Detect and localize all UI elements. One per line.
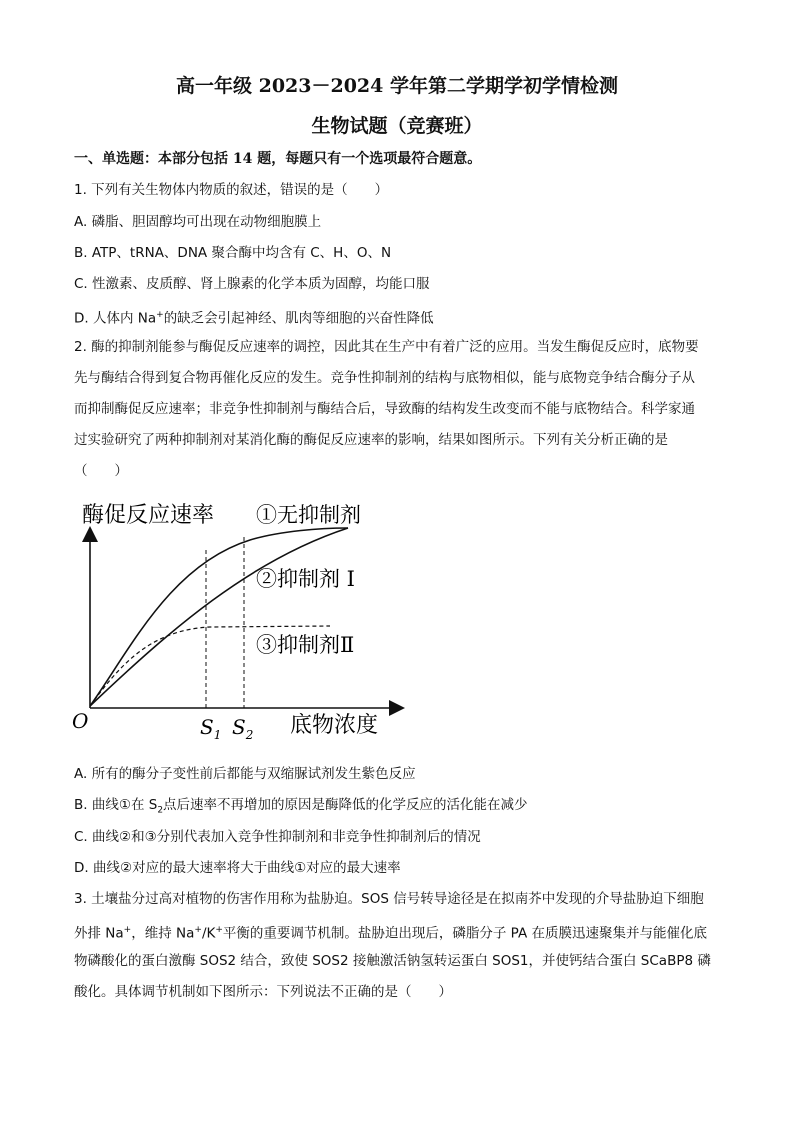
q2-stem-line2: 先与酶结合得到复合物再催化反应的发生。竞争性抑制剂的结构与底物相似，能与底物竞争结合酶分子从 — [74, 370, 695, 386]
q3-stem-line1: 3. 土壤盐分过高对植物的伤害作用称为盐胁迫。SOS 信号转导途径是在拟南芥中发现的介导盐胁迫下细胞 — [74, 891, 704, 907]
x-axis-label: 底物浓度 — [290, 713, 379, 738]
q2-stem-line3: 而抑制酶促反应速率；非竞争性抑制剂与酶结合后，导致酶的结构发生改变而不能与底物结合。科学家通 — [74, 401, 695, 417]
s1-label: $S_1$ — [200, 715, 222, 742]
q1-option-b: B. ATP、tRNA、DNA 聚合酶中均含有 C、H、O、N — [74, 245, 392, 261]
q2-stem-line5: （ ） — [74, 463, 128, 479]
q1-option-a: A. 磷脂、胆固醇均可出现在动物细胞膜上 — [74, 214, 322, 230]
legend-inhibitor-2: ③抑制剂Ⅱ — [256, 633, 355, 657]
q2-option-d: D. 曲线②对应的最大速率将大于曲线①对应的最大速率 — [74, 860, 401, 876]
q3-stem-line4: 酸化。具体调节机制如下图所示：下列说法不正确的是（ ） — [74, 984, 452, 1000]
legend-inhibitor-1: ②抑制剂 Ⅰ — [256, 567, 355, 591]
y-axis-label: 酶促反应速率 — [82, 503, 215, 528]
origin-label: O — [72, 709, 89, 733]
q2-stem-line1: 2. 酶的抑制剂能参与酶促反应速率的调控，因此其在生产中有着广泛的应用。当发生酶促反应时，底物要 — [74, 339, 699, 355]
exam-title: 高一年级 2023－2024 学年第二学期学初学情检测 — [176, 75, 618, 97]
q1-stem: 1. 下列有关生物体内物质的叙述，错误的是（ ） — [74, 182, 389, 198]
q2-option-a: A. 所有的酶分子变性前后都能与双缩脲试剂发生紫色反应 — [74, 766, 416, 782]
enzyme-rate-chart — [60, 490, 420, 752]
s2-label: $S_2$ — [232, 715, 254, 742]
curve-no-inhibitor — [90, 528, 348, 706]
q2-stem-line4: 过实验研究了两种抑制剂对某消化酶的酶促反应速率的影响，结果如图所示。下列有关分析正确的是 — [74, 432, 668, 448]
q3-stem-line2: 外排 Na+，维持 Na+/K+平衡的重要调节机制。盐胁迫出现后，磷脂分子 PA 在质膜迅速聚集并与能催化底 — [74, 925, 707, 942]
legend-no-inhibitor: ①无抑制剂 — [256, 503, 361, 527]
q1-option-c: C. 性激素、皮质醇、肾上腺素的化学本质为固醇，均能口服 — [74, 276, 430, 292]
exam-subtitle: 生物试题（竞赛班） — [311, 115, 483, 137]
q3-stem-line3: 物磷酸化的蛋白激酶 SOS2 结合，致使 SOS2 接触激活钠氢转运蛋白 SOS1，并使钙结合蛋白 SCaBP8 磷 — [74, 953, 711, 969]
section-heading: 一、单选题：本部分包括 14 题，每题只有一个选项最符合题意。 — [74, 151, 482, 167]
q1-option-d: D. 人体内 Na+的缺乏会引起神经、肌肉等细胞的兴奋性降低 — [74, 310, 434, 327]
q2-option-b: B. 曲线①在 $S_2$点后速率不再增加的原因是酶降低的化学反应的活化能在减少 — [74, 797, 528, 816]
q2-option-c: C. 曲线②和③分别代表加入竞争性抑制剂和非竞争性抑制剂后的情况 — [74, 829, 481, 845]
curve-inhibitor-1 — [90, 528, 348, 706]
